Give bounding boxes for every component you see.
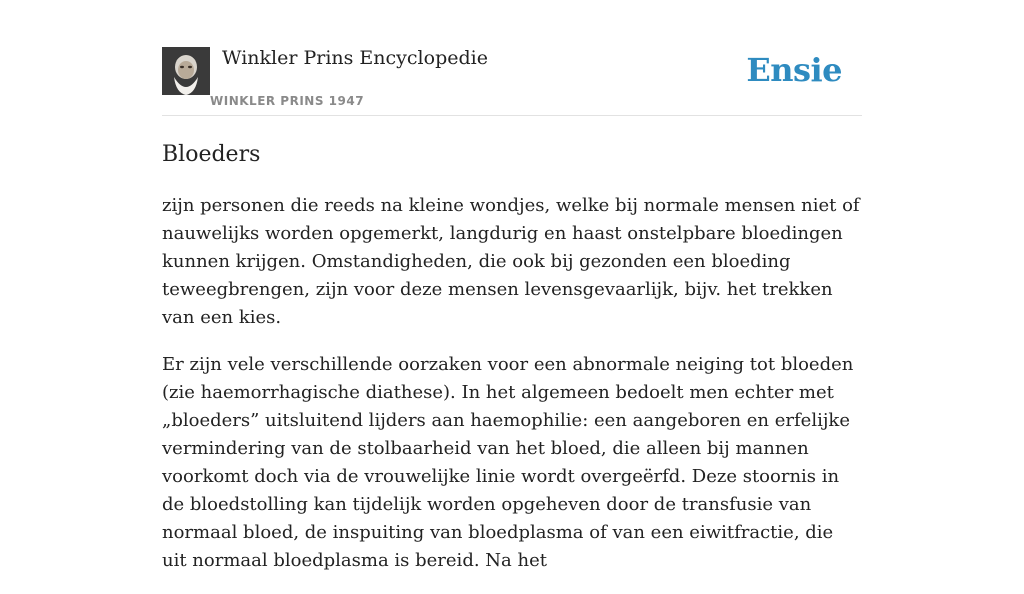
source-edition[interactable]: WINKLER PRINS 1947 [210, 94, 365, 108]
article-paragraph-1: zijn personen die reeds na kleine wondjes, welke bij normale mensen niet of nauwelijks worden opgemerkt, langdurig en haast onstelpbare bloedingen kunnen krijgen. Omstandigheden, die ook bij gezonden een bloeding teweegbrengen, zijn voor deze mensen levensgevaarlijk, bijv. het trekken van een kies. [162, 195, 860, 328]
author-avatar[interactable] [162, 47, 210, 95]
article-body [162, 192, 862, 594]
content-column [162, 0, 862, 571]
bearded-man-portrait-icon [162, 47, 210, 95]
source-header [162, 0, 862, 116]
article-paragraph-2: Er zijn vele verschillende oorzaken voor een abnormale neiging tot bloeden (zie haemorrhagische diathese). In het algemeen bedoelt men echter met „bloeders” uitsluitend lijders aan haemophilie: een aangeboren en erfelijke vermindering van de stolbaarheid van het bloed, die alleen bij mannen voorkomt doch via de vrouwelijke linie wordt overgeërfd. Deze stoornis in de bloedstolling kan tijdelijk worden opgeheven door de transfusie van normaal bloed, de inspuiting van bloedplasma of van een eiwitfractie, die uit normaal bloedplasma is bereid. Na het [162, 354, 854, 571]
article-title: Bloeders [162, 142, 261, 167]
source-name[interactable]: Winkler Prins Encyclopedie [222, 47, 488, 69]
ensie-logo[interactable]: Ensie [746, 51, 842, 89]
